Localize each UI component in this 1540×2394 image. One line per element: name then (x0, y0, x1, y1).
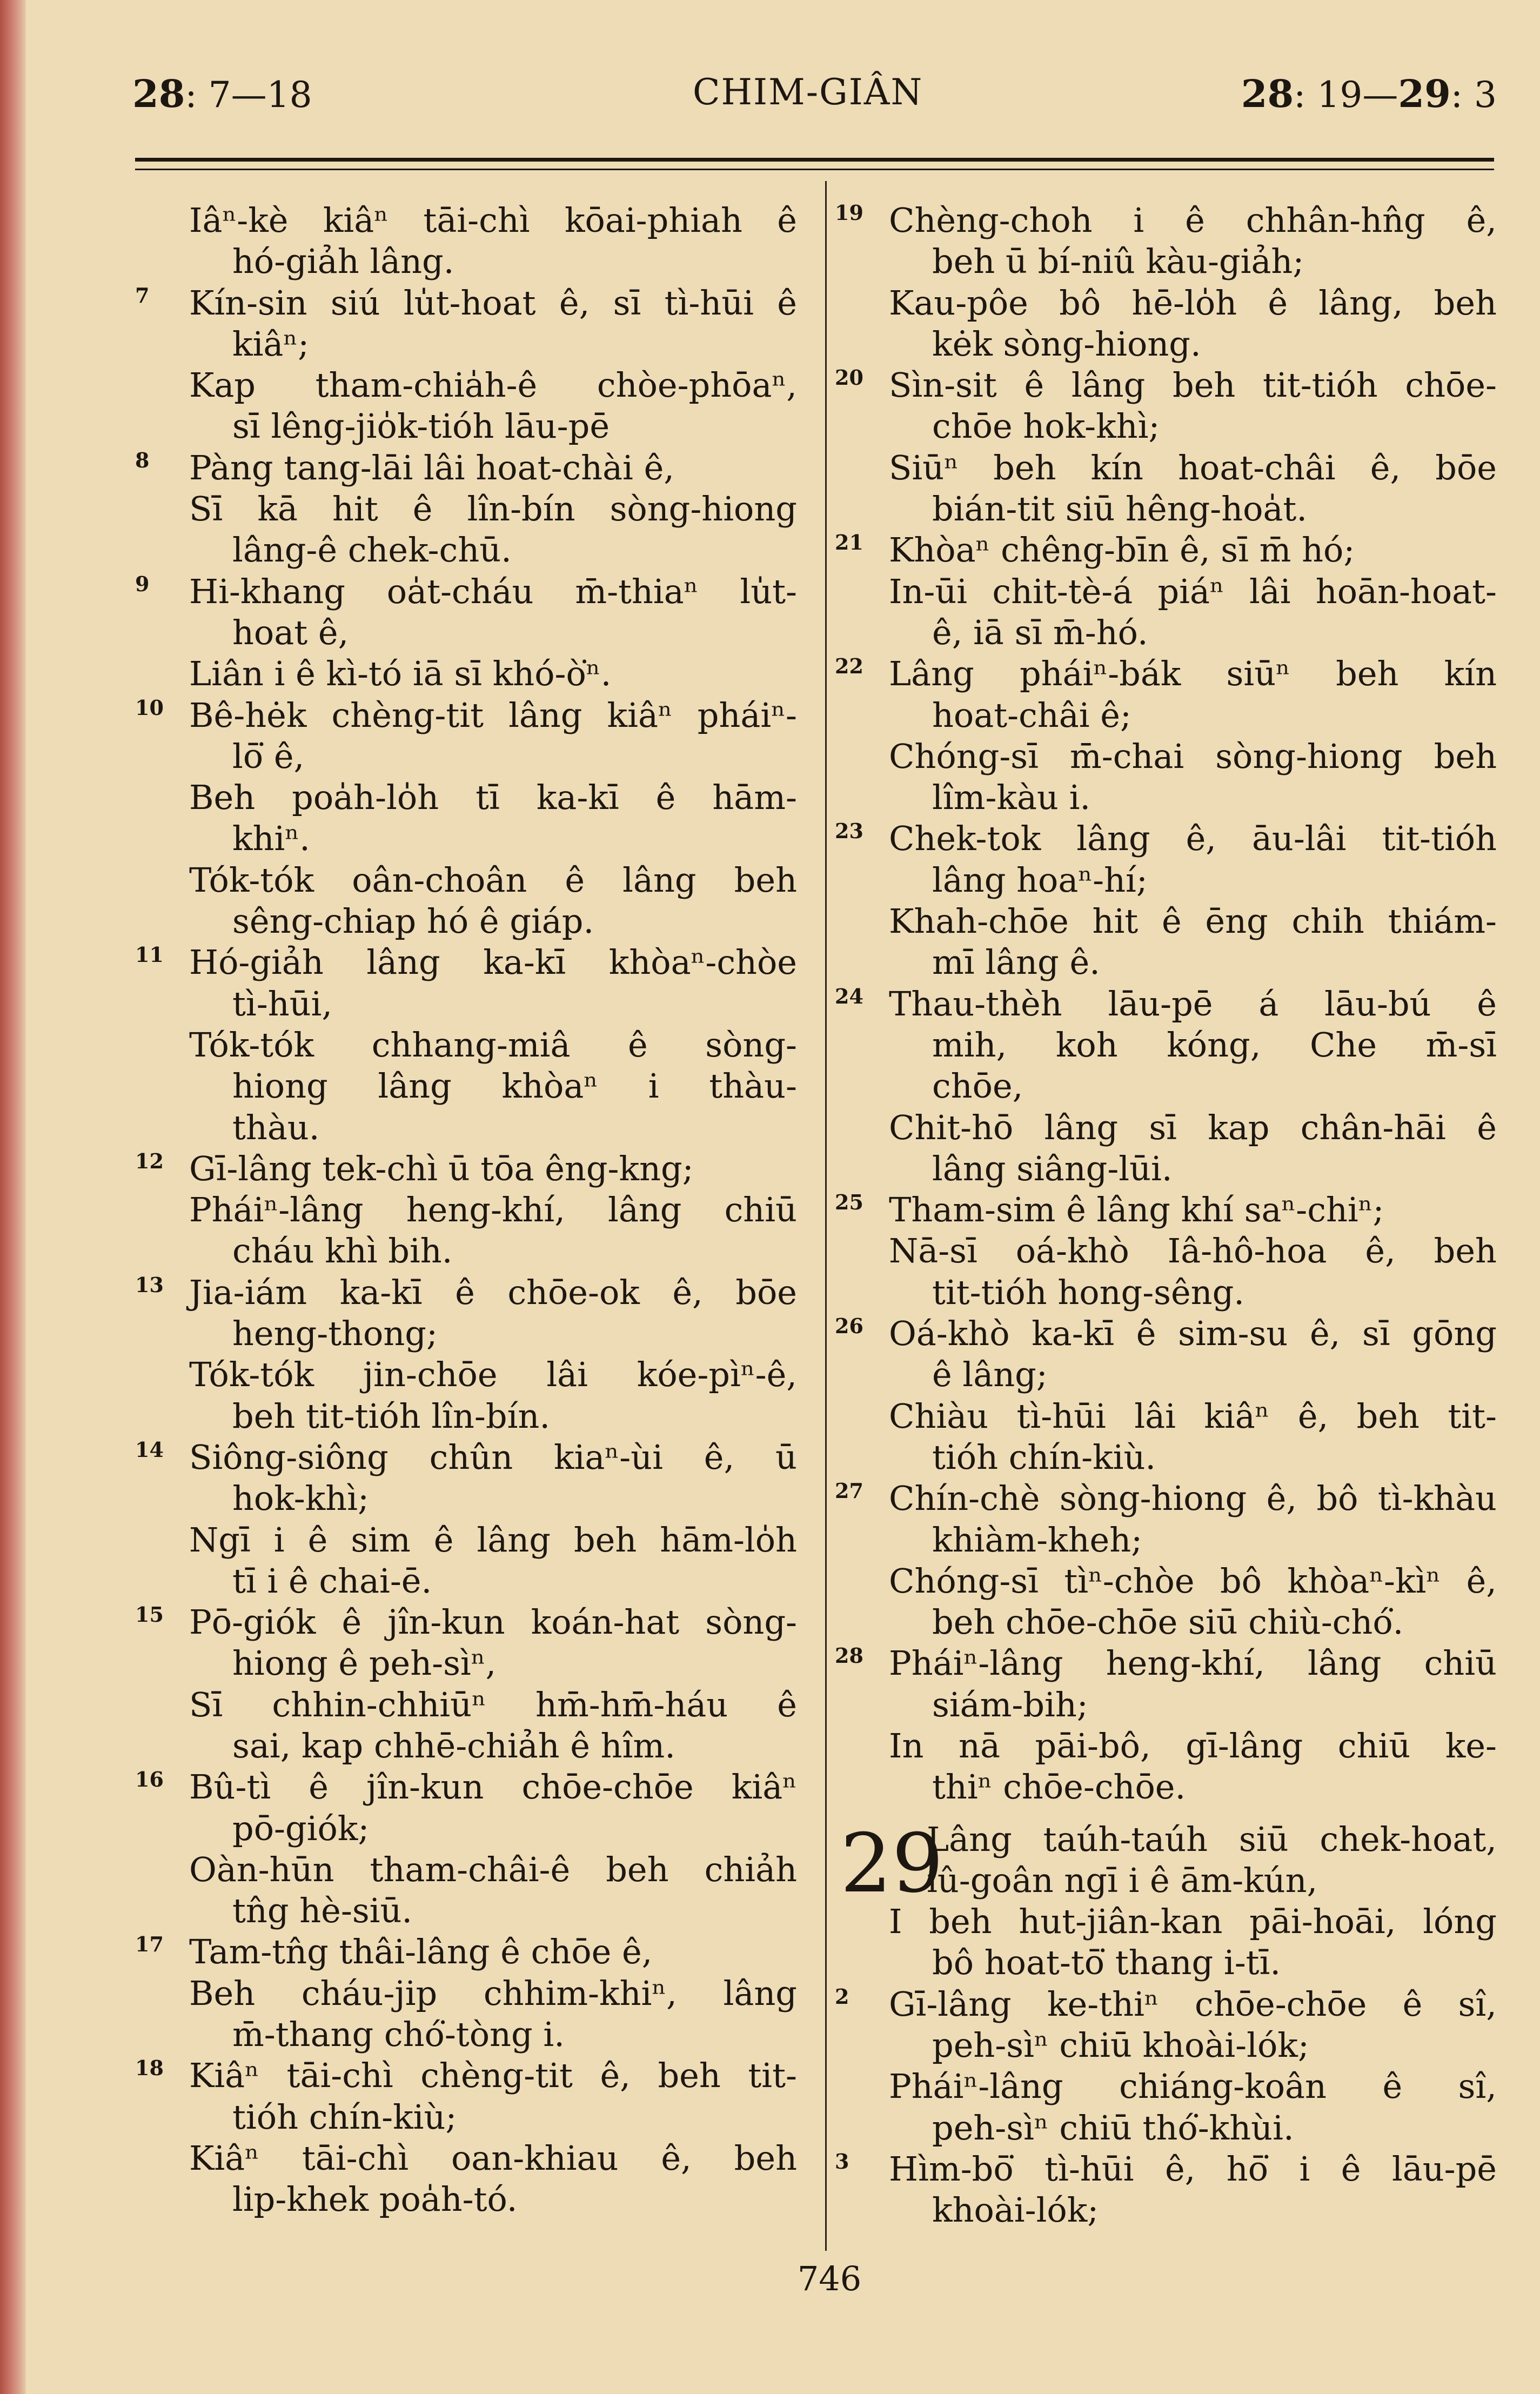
verse-number: 13 (135, 1272, 164, 1297)
text-line: m̄-thang chó͘-tòng i. (232, 2015, 565, 2055)
text-line: Liân i ê kì-tó iā sī khó-ò͘ⁿ. (189, 654, 612, 694)
text-line: lâng siâng-lūi. (932, 1148, 1173, 1188)
text-line: Ngī i ê sim ê lâng beh hām-lo̍h (189, 1520, 797, 1560)
text-line: tì-hūi, (232, 984, 333, 1024)
text-line: sai, kap chhē-chiảh ê hîm. (232, 1726, 675, 1766)
text-line: hiong lâng khòaⁿ i thàu- (232, 1066, 797, 1106)
text-line: hoat ê, (232, 612, 349, 652)
verse-number: 16 (135, 1767, 164, 1792)
text-line: Khòaⁿ chêng-bīn ê, sī m̄ hó; (889, 530, 1355, 570)
text-line: Pháiⁿ-lâng heng-khí, lâng chiū (189, 1190, 797, 1230)
text-line: Tók-tók chhang-miâ ê sòng- (189, 1025, 797, 1065)
text-line: Chek-tok lâng ê, āu-lâi tit-tióh (889, 819, 1497, 859)
text-line: iû-goân ngī i ê ām-kún, (927, 1860, 1318, 1900)
text-line: sī lêng-jio̍k-tióh lāu-pē (232, 406, 610, 446)
text-line: tn̂g hè-siū. (232, 1891, 413, 1931)
verse-number: 18 (135, 2056, 164, 2081)
text-line: I beh hut-jiân-kan pāi-hoāi, lóng (889, 1902, 1497, 1942)
text-line: Sī chhin-chhiūⁿ hm̄-hm̄-háu ê (189, 1684, 797, 1724)
verse-number: 14 (135, 1437, 164, 1462)
text-line: thàu. (232, 1107, 320, 1147)
text-line: lâng hoaⁿ-hí; (932, 860, 1148, 900)
text-line: Chóng-sī tìⁿ-chòe bô khòaⁿ-kìⁿ ê, (889, 1561, 1497, 1601)
book-title: CHIM-GIÂN (693, 71, 923, 113)
text-line: lip-khek poa̍h-tó. (232, 2179, 518, 2219)
text-line: heng-thong; (232, 1314, 438, 1354)
text-line: In-ūi chit-tè-á piáⁿ lâi hoān-hoat- (889, 571, 1497, 611)
text-line: Chèng-choh i ê chhân-hn̂g ê, (889, 200, 1497, 240)
verse-number: 27 (835, 1479, 863, 1503)
text-line: Tók-tók oân-choân ê lâng beh (189, 860, 797, 900)
verse-number: 21 (835, 530, 863, 555)
text-line: pō-giók; (232, 1808, 370, 1848)
text-line: Sìn-sit ê lâng beh tit-tióh chōe- (889, 365, 1497, 405)
text-line: Chit-hō lâng sī kap chân-hāi ê (889, 1107, 1497, 1147)
verse-number: 3 (835, 2149, 849, 2174)
column-divider (825, 181, 827, 2251)
verse-number: 22 (835, 654, 863, 679)
text-line: Kap tham-chia̍h-ê chòe-phōaⁿ, (189, 365, 797, 405)
text-line: Nā-sī oá-khò Iâ-hô-hoa ê, beh (889, 1231, 1497, 1271)
text-line: Jia-iám ka-kī ê chōe-ok ê, bōe (189, 1272, 797, 1312)
verse-number: 25 (835, 1190, 863, 1215)
text-line: hiong ê peh-sìⁿ, (232, 1643, 497, 1683)
text-line: mī lâng ê. (932, 942, 1100, 982)
text-line: Chín-chè sòng-hiong ê, bô tì-khàu (889, 1479, 1497, 1519)
text-line: Beh cháu-jip chhim-khiⁿ, lâng (189, 1973, 797, 2013)
text-line: Siông-siông chûn kiaⁿ-ùi ê, ū (189, 1437, 797, 1477)
text-line: Pō-giók ê jîn-kun koán-hat sòng- (189, 1602, 797, 1642)
verse-number: 17 (135, 1932, 164, 1957)
left-column (135, 200, 797, 2221)
text-line: Kiâⁿ tāi-chì chèng-tit ê, beh tit- (189, 2056, 797, 2096)
verse-number: 9 (135, 571, 150, 596)
verse-number: 24 (835, 984, 863, 1008)
text-line: khiⁿ. (232, 819, 310, 859)
text-line: Iâⁿ-kè kiâⁿ tāi-chì kōai-phiah ê (189, 200, 797, 240)
text-line: Hó-giảh lâng ka-kī khòaⁿ-chòe (189, 942, 797, 982)
text-line: tióh chín-kiù. (932, 1437, 1156, 1477)
text-line: sêng-chiap hó ê giáp. (232, 901, 594, 941)
text-line: Pháiⁿ-lâng heng-khí, lâng chiū (889, 1643, 1497, 1683)
text-line: thiⁿ chōe-chōe. (932, 1767, 1186, 1807)
text-line: khoài-lók; (932, 2190, 1099, 2230)
text-line: ê lâng; (932, 1355, 1048, 1395)
verse-number: 19 (835, 200, 863, 225)
text-line: Chiàu tì-hūi lâi kiâⁿ ê, beh tit- (889, 1396, 1497, 1436)
text-line: Thau-thèh lāu-pē á lāu-bú ê (889, 984, 1497, 1024)
text-line: Gī-lâng tek-chì ū tōa êng-kng; (189, 1148, 694, 1188)
text-line: beh chōe-chōe siū chiù-chó͘. (932, 1602, 1404, 1642)
text-line: Kiâⁿ tāi-chì oan-khiau ê, beh (189, 2138, 797, 2178)
verse-number: 7 (135, 283, 150, 307)
text-line: Hi-khang oa̍t-cháu m̄-thiaⁿ lu̍t- (189, 571, 797, 611)
text-line: hok-khì; (232, 1479, 369, 1519)
text-line: beh tit-tióh lîn-bín. (232, 1396, 551, 1436)
verse-number: 11 (135, 942, 164, 967)
text-line: Beh poa̍h-lo̍h tī ka-kī ê hām- (189, 778, 797, 818)
header-rule-thin (135, 169, 1494, 170)
header-right-range: 28: 19—29: 3 (1241, 71, 1497, 116)
text-line: Lâng taúh-taúh siū chek-hoat, (927, 1819, 1497, 1859)
text-line: lō͘ ê, (232, 736, 305, 776)
text-line: Khah-chōe hit ê ēng chih thiám- (889, 901, 1497, 941)
verse-number: 20 (835, 365, 863, 390)
text-line: Oá-khò ka-kī ê sim-su ê, sī gōng (889, 1314, 1497, 1354)
text-line: tit-tióh hong-sêng. (932, 1272, 1244, 1312)
text-line: tī i ê chai-ē. (232, 1561, 432, 1601)
text-line: peh-sìⁿ chiū thó͘-khùi. (932, 2108, 1294, 2148)
text-line: Bû-tì ê jîn-kun chōe-chōe kiâⁿ (189, 1767, 797, 1807)
text-line: Siūⁿ beh kín hoat-châi ê, bōe (889, 447, 1497, 487)
verse-number: 10 (135, 695, 164, 720)
text-line: hó-giảh lâng. (232, 242, 454, 282)
text-line: peh-sìⁿ chiū khoài-lók; (932, 2025, 1309, 2065)
text-line: chōe hok-khì; (932, 406, 1160, 446)
text-line: kiâⁿ; (232, 324, 310, 364)
right-column (835, 200, 1497, 2231)
text-line: bián-tit siū hêng-hoa̍t. (932, 489, 1308, 529)
text-line: Lâng pháiⁿ-bák siūⁿ beh kín (889, 654, 1497, 694)
verse-number: 28 (835, 1643, 863, 1668)
text-line: Kau-pôe bô hē-lo̍h ê lâng, beh (889, 283, 1497, 323)
text-line: Tók-tók jin-chōe lâi kóe-pìⁿ-ê, (189, 1355, 797, 1395)
text-line: Sī kā hit ê lîn-bín sòng-hiong (189, 489, 797, 529)
text-line: lîm-kàu i. (932, 778, 1091, 818)
verse-number: 12 (135, 1148, 164, 1173)
text-line: Kín-sin siú lu̍t-hoat ê, sī tì-hūi ê (189, 283, 797, 323)
text-line: chōe, (932, 1066, 1023, 1106)
verse-number: 15 (135, 1602, 164, 1627)
text-line: Pàng tang-lāi lâi hoat-chài ê, (189, 447, 674, 487)
text-line: mih, koh kóng, Che m̄-sī (932, 1025, 1497, 1065)
verse-number: 2 (835, 1984, 849, 2009)
page-number: 746 (797, 2259, 862, 2298)
text-line: tióh chín-kiù; (232, 2097, 457, 2137)
verse-number: 26 (835, 1314, 863, 1339)
text-line: Gī-lâng ke-thiⁿ chōe-chōe ê sî, (889, 1984, 1497, 2024)
page-edge (0, 0, 26, 2394)
text-line: In nā pāi-bô, gī-lâng chiū ke- (889, 1726, 1497, 1766)
text-line: kėk sòng-hiong. (932, 324, 1201, 364)
text-line: Pháiⁿ-lâng chiáng-koân ê sî, (889, 2067, 1497, 2107)
text-line: Tham-sim ê lâng khí saⁿ-chiⁿ; (889, 1190, 1384, 1230)
text-line: siám-bih; (932, 1684, 1088, 1724)
verse-number: 8 (135, 447, 150, 472)
text-line: lâng-ê chek-chū. (232, 530, 512, 570)
text-line: beh ū bí-niû kàu-giảh; (932, 242, 1304, 282)
running-header (0, 64, 1540, 123)
text-line: ê, iā sī m̄-hó. (932, 612, 1148, 652)
text-line: Oàn-hūn tham-châi-ê beh chiảh (189, 1849, 797, 1889)
text-line: Hìm-bō͘ tì-hūi ê, hō͘ i ê lāu-pē (889, 2149, 1497, 2189)
text-line: khiàm-kheh; (932, 1520, 1143, 1560)
text-line: hoat-châi ê; (932, 695, 1131, 735)
chapter-number: 29 (840, 1816, 943, 1911)
header-left-range: 28: 7—18 (132, 71, 312, 116)
text-line: Chóng-sī m̄-chai sòng-hiong beh (889, 736, 1497, 776)
text-line: Bê-hėk chèng-tit lâng kiâⁿ pháiⁿ- (189, 695, 797, 735)
text-line: bô hoat-tō͘ thang i-tī. (932, 1943, 1281, 1983)
text-line: Tam-tn̂g thâi-lâng ê chōe ê, (189, 1932, 653, 1972)
text-line: cháu khì bih. (232, 1231, 453, 1271)
header-rule-thick (135, 158, 1494, 162)
verse-number: 23 (835, 819, 863, 844)
